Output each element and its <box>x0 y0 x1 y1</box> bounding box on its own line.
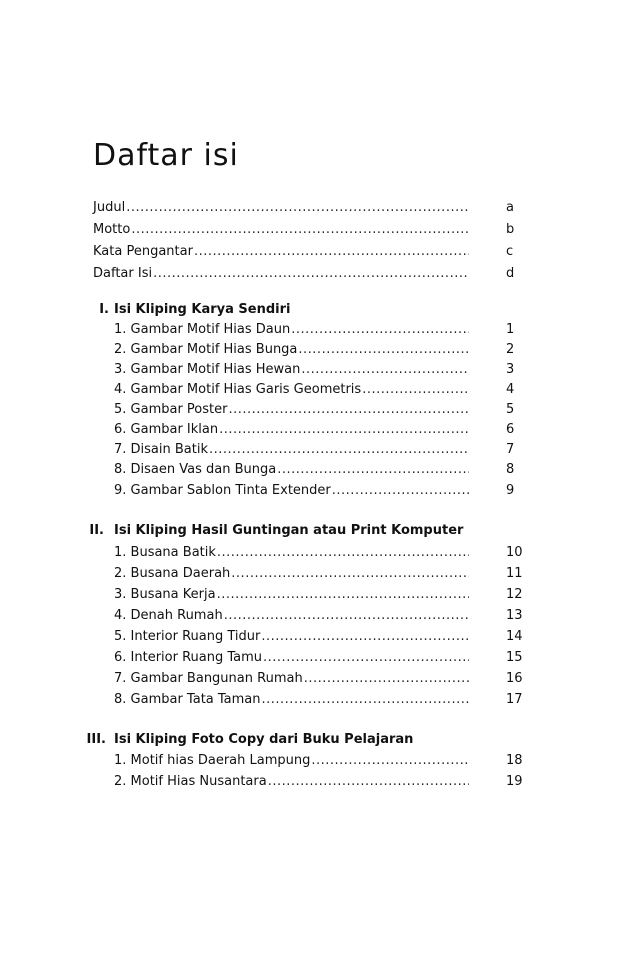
leader-dots <box>131 220 469 240</box>
toc-entry <box>93 264 469 284</box>
toc-entry-page: 14 <box>506 629 523 644</box>
section-title: Isi Kliping Foto Copy dari Buku Pelajaran <box>114 732 414 747</box>
toc-entry <box>114 627 469 647</box>
section-numeral: I. <box>99 302 109 317</box>
toc-entry <box>114 669 469 689</box>
toc-entry-page: 9 <box>506 483 515 498</box>
toc-entry-label: Judul <box>93 200 126 215</box>
toc-entry <box>114 543 469 563</box>
section-heading-2 <box>0 521 600 541</box>
toc-entry-page: 2 <box>506 342 515 357</box>
toc-entry <box>114 460 469 480</box>
toc-entry <box>114 440 469 460</box>
toc-entry-label: 9. Gambar Sablon Tinta Extender <box>114 483 331 498</box>
leader-dots <box>231 564 469 584</box>
toc-entry <box>114 360 469 380</box>
toc-entry-label: 7. Gambar Bangunan Rumah <box>114 671 303 686</box>
toc-entry <box>114 481 469 501</box>
toc-entry <box>114 690 469 710</box>
toc-entry-page: c <box>506 244 514 259</box>
leader-dots <box>301 360 469 380</box>
toc-entry-page: 19 <box>506 774 523 789</box>
toc-entry <box>93 220 469 240</box>
toc-entry-label: 5. Gambar Poster <box>114 402 228 417</box>
toc-entry-label: 7. Disain Batik <box>114 442 209 457</box>
leader-dots <box>277 460 469 480</box>
leader-dots <box>261 627 469 647</box>
section-heading-3 <box>0 730 600 750</box>
toc-entry-page: 12 <box>506 587 523 602</box>
page-title: Daftar isi <box>93 138 239 173</box>
toc-entry-page: 15 <box>506 650 523 665</box>
toc-entry-page: 13 <box>506 608 523 623</box>
toc-entry-page: b <box>506 222 515 237</box>
toc-entry <box>114 606 469 626</box>
section-heading-1 <box>0 300 600 320</box>
toc-entry-page: d <box>506 266 515 281</box>
toc-entry-label: 4. Denah Rumah <box>114 608 223 623</box>
toc-entry <box>114 400 469 420</box>
toc-entry-label: 6. Interior Ruang Tamu <box>114 650 263 665</box>
toc-entry <box>93 198 469 218</box>
toc-entry <box>93 242 469 262</box>
section-title: Isi Kliping Hasil Guntingan atau Print Komputer <box>114 523 464 538</box>
section-title: Isi Kliping Karya Sendiri <box>114 302 291 317</box>
toc-entry-label: 4. Gambar Motif Hias Garis Geometris <box>114 382 362 397</box>
toc-entry-label: Motto <box>93 222 131 237</box>
leader-dots <box>262 690 469 710</box>
toc-entry <box>114 340 469 360</box>
toc-entry-label: 2. Motif Hias Nusantara <box>114 774 267 789</box>
leader-dots <box>304 669 469 689</box>
toc-entry-page: 1 <box>506 322 515 337</box>
section-numeral: II. <box>89 523 104 538</box>
toc-entry-page: 6 <box>506 422 515 437</box>
leader-dots <box>263 648 469 668</box>
toc-entry <box>114 648 469 668</box>
toc-entry-page: 18 <box>506 753 523 768</box>
leader-dots <box>291 320 469 340</box>
toc-entry-page: 10 <box>506 545 523 560</box>
toc-entry-label: 1. Gambar Motif Hias Daun <box>114 322 291 337</box>
toc-entry-label: 1. Motif hias Daerah Lampung <box>114 753 311 768</box>
leader-dots <box>153 264 469 284</box>
toc-entry-page: 16 <box>506 671 523 686</box>
leader-dots <box>217 543 469 563</box>
leader-dots <box>362 380 469 400</box>
toc-entry <box>114 320 469 340</box>
leader-dots <box>332 481 469 501</box>
toc-entry-label: 2. Gambar Motif Hias Bunga <box>114 342 298 357</box>
toc-entry-label: 1. Busana Batik <box>114 545 216 560</box>
leader-dots <box>228 400 469 420</box>
toc-entry-page: 7 <box>506 442 515 457</box>
toc-entry-label: 8. Disaen Vas dan Bunga <box>114 462 277 477</box>
toc-entry-label: 6. Gambar Iklan <box>114 422 219 437</box>
toc-entry-page: 11 <box>506 566 523 581</box>
toc-entry <box>114 564 469 584</box>
toc-entry-label: Daftar Isi <box>93 266 153 281</box>
toc-entry-page: 17 <box>506 692 523 707</box>
leader-dots <box>219 420 469 440</box>
leader-dots <box>311 751 469 771</box>
leader-dots <box>194 242 469 262</box>
toc-entry-label: 3. Gambar Motif Hias Hewan <box>114 362 301 377</box>
toc-entry <box>114 585 469 605</box>
toc-entry-page: 3 <box>506 362 515 377</box>
toc-entry-label: 8. Gambar Tata Taman <box>114 692 261 707</box>
leader-dots <box>224 606 469 626</box>
toc-entry-page: a <box>506 200 514 215</box>
toc-entry-label: 3. Busana Kerja <box>114 587 216 602</box>
toc-entry-label: 2. Busana Daerah <box>114 566 231 581</box>
leader-dots <box>209 440 469 460</box>
toc-entry-page: 5 <box>506 402 515 417</box>
toc-entry <box>114 772 469 792</box>
toc-entry <box>114 420 469 440</box>
leader-dots <box>217 585 469 605</box>
toc-entry <box>114 751 469 771</box>
toc-entry <box>114 380 469 400</box>
leader-dots <box>298 340 469 360</box>
toc-entry-page: 8 <box>506 462 515 477</box>
toc-entry-label: 5. Interior Ruang Tidur <box>114 629 261 644</box>
toc-entry-label: Kata Pengantar <box>93 244 193 259</box>
leader-dots <box>126 198 469 218</box>
section-numeral: III. <box>86 732 106 747</box>
toc-entry-page: 4 <box>506 382 515 397</box>
leader-dots <box>268 772 469 792</box>
